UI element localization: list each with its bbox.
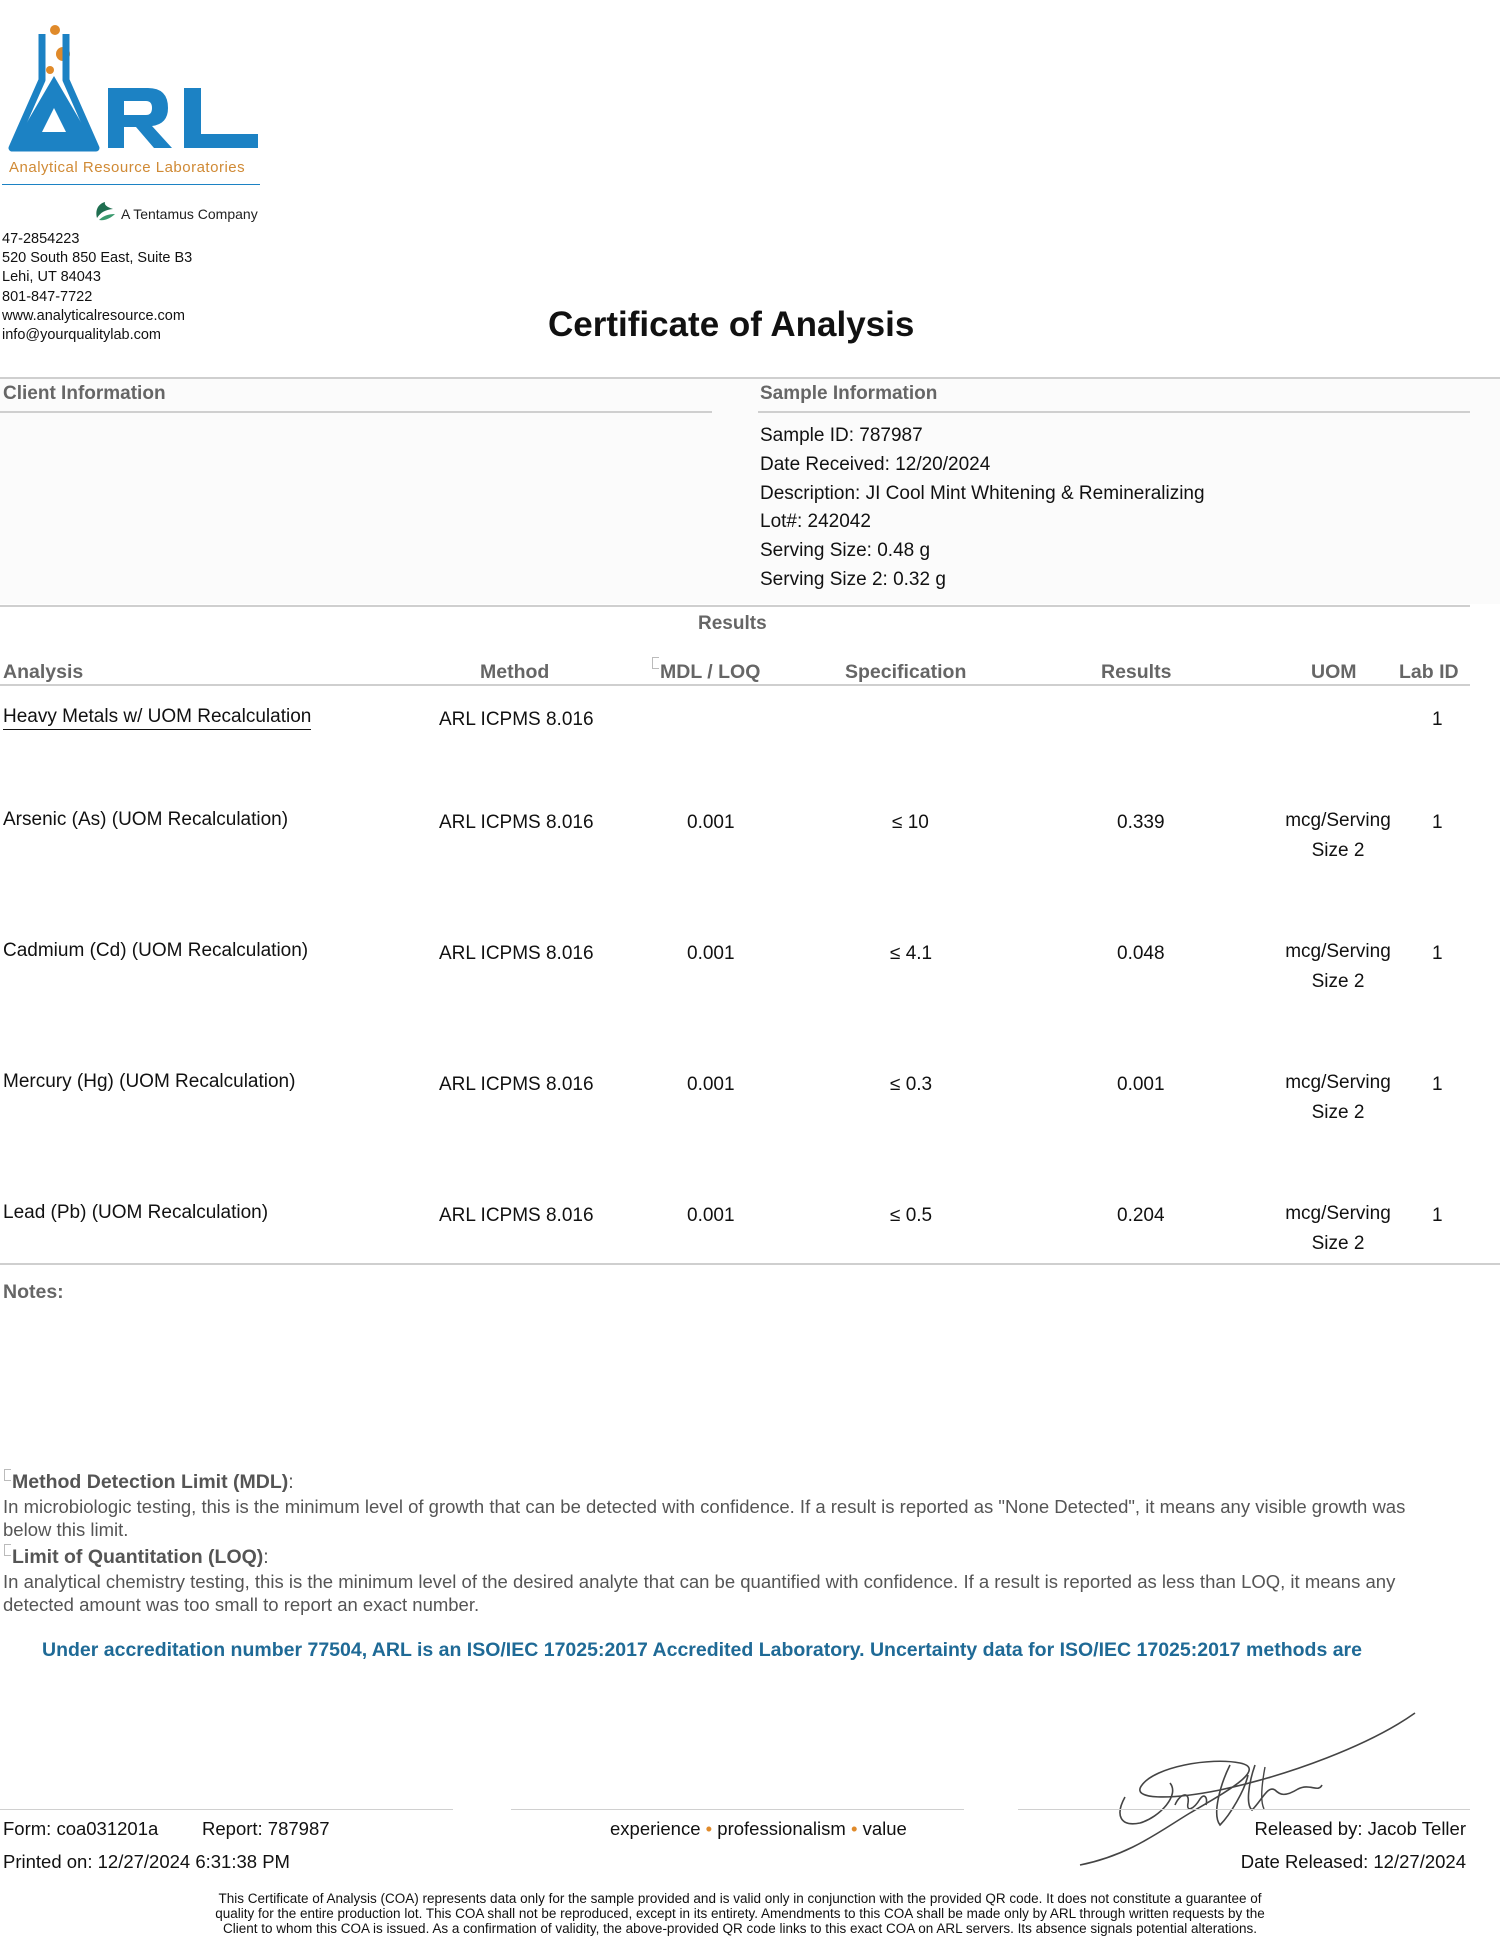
uom-line-2: Size 2 — [1311, 1102, 1365, 1123]
uom-line-1: mcg/Serving — [1285, 810, 1391, 831]
city-state-zip: Lehi, UT 84043 — [2, 269, 101, 286]
uom-line-2: Size 2 — [1311, 971, 1365, 992]
result-cell: 0.048 — [1117, 943, 1165, 964]
result-cell: 0.001 — [1117, 1074, 1165, 1095]
phone: 801-847-7722 — [2, 288, 93, 305]
coa-disclaimer: This Certificate of Analysis (COA) represents data only for the sample provided and is valid only in conjunction with the provided QR code. It does not constitute a guarantee of quality for the entire production lot. This COA shall not be reproduced, except in its entirety. Amendments to this COA shall be made only by ARL through written requests by the Client to whom this COA is issued. As a confirmation of validity, the above-provided QR code links to this exact COA on ARL servers. Its absence signals potential alterations. — [215, 1891, 1265, 1936]
table-bottom-rule — [0, 1263, 1500, 1265]
lab-id-cell: 1 — [1432, 1205, 1443, 1226]
info-top-rule — [0, 377, 1500, 379]
lab-id-cell: 1 — [1432, 943, 1443, 964]
col-analysis: Analysis — [3, 661, 84, 683]
tagline-experience: experience — [610, 1818, 701, 1839]
uom-cell — [1263, 806, 1413, 866]
lab-address-block — [2, 230, 192, 345]
table-header-rule — [0, 684, 1470, 686]
website-link[interactable]: www.analyticalresource.com — [2, 307, 185, 324]
sample-heading-rule — [758, 411, 1470, 413]
uom-line-2: Size 2 — [1311, 840, 1365, 861]
mdl-cell: 0.001 — [687, 1205, 735, 1226]
uom-line-2: Size 2 — [1311, 1233, 1365, 1254]
result-cell: 0.339 — [1117, 812, 1165, 833]
tagline-professionalism: professionalism — [717, 1818, 846, 1839]
lab-id-cell: 1 — [1432, 709, 1443, 730]
company-tag: A Tentamus Company — [121, 206, 258, 222]
method-cell: ARL ICPMS 8.016 — [439, 943, 594, 964]
loq-marker — [4, 1544, 11, 1556]
spec-cell: ≤ 0.5 — [890, 1205, 933, 1226]
footer-rule-right — [1018, 1809, 1470, 1810]
col-method: Method — [480, 661, 550, 683]
tagline — [610, 1818, 907, 1840]
mdl-definition-text: In microbiologic testing, this is the minimum level of growth that can be detected with confidence. If a result is reported as "None Detected", it means any visible growth was below this limit. — [3, 1496, 1406, 1540]
results-heading: Results — [698, 613, 767, 634]
bullet-dot-icon: • — [705, 1818, 713, 1839]
loq-definition-title: Limit of Quantitation (LOQ): — [12, 1546, 269, 1568]
method-cell: ARL ICPMS 8.016 — [439, 1205, 594, 1226]
mdl-title-text: Method Detection Limit (MDL) — [12, 1471, 289, 1493]
spec-cell: ≤ 4.1 — [890, 943, 933, 964]
mdl-cell: 0.001 — [687, 943, 735, 964]
tentamus-leaf-icon — [93, 200, 117, 229]
mdl-cell: 0.001 — [687, 1074, 735, 1095]
col-results: Results — [1101, 661, 1172, 683]
document-title: Certificate of Analysis — [548, 305, 915, 344]
spec-cell: ≤ 0.3 — [890, 1074, 933, 1095]
uom-cell — [1263, 937, 1413, 997]
result-cell: 0.204 — [1117, 1205, 1165, 1226]
lab-id-cell: 1 — [1432, 1074, 1443, 1095]
loq-title-text: Limit of Quantitation (LOQ) — [12, 1546, 264, 1568]
date-received: Date Received: 12/20/2024 — [760, 453, 991, 475]
col-specification: Specification — [845, 661, 967, 683]
uom-cell — [1263, 1068, 1413, 1128]
sample-id: Sample ID: 787987 — [760, 425, 923, 446]
uom-line-1: mcg/Serving — [1285, 1072, 1391, 1093]
footer-rule-center — [511, 1809, 964, 1810]
sample-info-heading: Sample Information — [760, 383, 938, 404]
lot-number: Lot#: 242042 — [760, 511, 871, 533]
method-cell: ARL ICPMS 8.016 — [439, 1074, 594, 1095]
method-cell: ARL ICPMS 8.016 — [439, 812, 594, 833]
street-address: 520 South 850 East, Suite B3 — [2, 250, 193, 267]
mdl-marker — [4, 1469, 11, 1481]
analysis-cell: Arsenic (As) (UOM Recalculation) — [3, 809, 289, 830]
bullet-dot-icon: • — [850, 1818, 858, 1839]
email-link[interactable]: info@yourqualitylab.com — [2, 327, 161, 344]
tagline-value: value — [862, 1818, 907, 1839]
form-number: Form: coa031201a — [3, 1818, 159, 1839]
col-uom: UOM — [1311, 661, 1357, 683]
logo-subtitle: Analytical Resource Laboratories — [9, 159, 246, 176]
uom-line-1: mcg/Serving — [1285, 1203, 1391, 1224]
tax-id: 47-2854223 — [2, 231, 80, 247]
logo-divider — [2, 184, 260, 185]
serving-size-2: Serving Size 2: 0.32 g — [760, 568, 946, 590]
method-cell: ARL ICPMS 8.016 — [439, 709, 594, 730]
uom-line-1: mcg/Serving — [1285, 941, 1391, 962]
col-mdl-loq: MDL / LOQ — [660, 661, 761, 683]
accreditation-statement: Under accreditation number 77504, ARL is an ISO/IEC 17025:2017 Accredited Laboratory. Uncertainty data for ISO/IEC 17025:2017 methods are — [42, 1639, 1362, 1661]
analysis-cell: Mercury (Hg) (UOM Recalculation) — [3, 1071, 296, 1092]
serving-size: Serving Size: 0.48 g — [760, 540, 931, 562]
released-by: Released by: Jacob Teller — [1254, 1818, 1466, 1839]
lab-id-cell: 1 — [1432, 812, 1443, 833]
client-info-heading: Client Information — [3, 383, 166, 404]
sample-description: Description: JI Cool Mint Whitening & Remineralizing — [760, 482, 1205, 504]
sample-info-list — [760, 422, 1205, 595]
analysis-cell: Lead (Pb) (UOM Recalculation) — [3, 1202, 269, 1223]
spec-cell: ≤ 10 — [892, 812, 929, 833]
footer-rule-left — [0, 1809, 453, 1810]
signature-image — [1070, 1705, 1430, 1870]
col-marker — [652, 657, 659, 669]
loq-definition-text: In analytical chemistry testing, this is the minimum level of the desired analyte that can be quantified with confidence. If a result is reported as less than LOQ, it means any detected amount was too small to report an exact number. — [3, 1571, 1396, 1615]
flask-logo-icon — [8, 20, 268, 180]
mdl-definition-title: Method Detection Limit (MDL): — [12, 1471, 294, 1493]
info-bottom-rule — [0, 605, 1470, 607]
date-released: Date Released: 12/27/2024 — [1240, 1851, 1466, 1872]
analysis-group-link[interactable]: Heavy Metals w/ UOM Recalculation — [3, 706, 311, 730]
arl-logo — [8, 20, 268, 180]
mdl-cell: 0.001 — [687, 812, 735, 833]
uom-cell — [1263, 1199, 1413, 1259]
notes-heading: Notes: — [3, 1281, 64, 1303]
analysis-cell: Cadmium (Cd) (UOM Recalculation) — [3, 940, 309, 961]
printed-on: Printed on: 12/27/2024 6:31:38 PM — [3, 1851, 290, 1872]
col-lab-id: Lab ID — [1399, 661, 1459, 683]
report-number: Report: 787987 — [202, 1818, 330, 1839]
client-heading-rule — [0, 411, 712, 413]
